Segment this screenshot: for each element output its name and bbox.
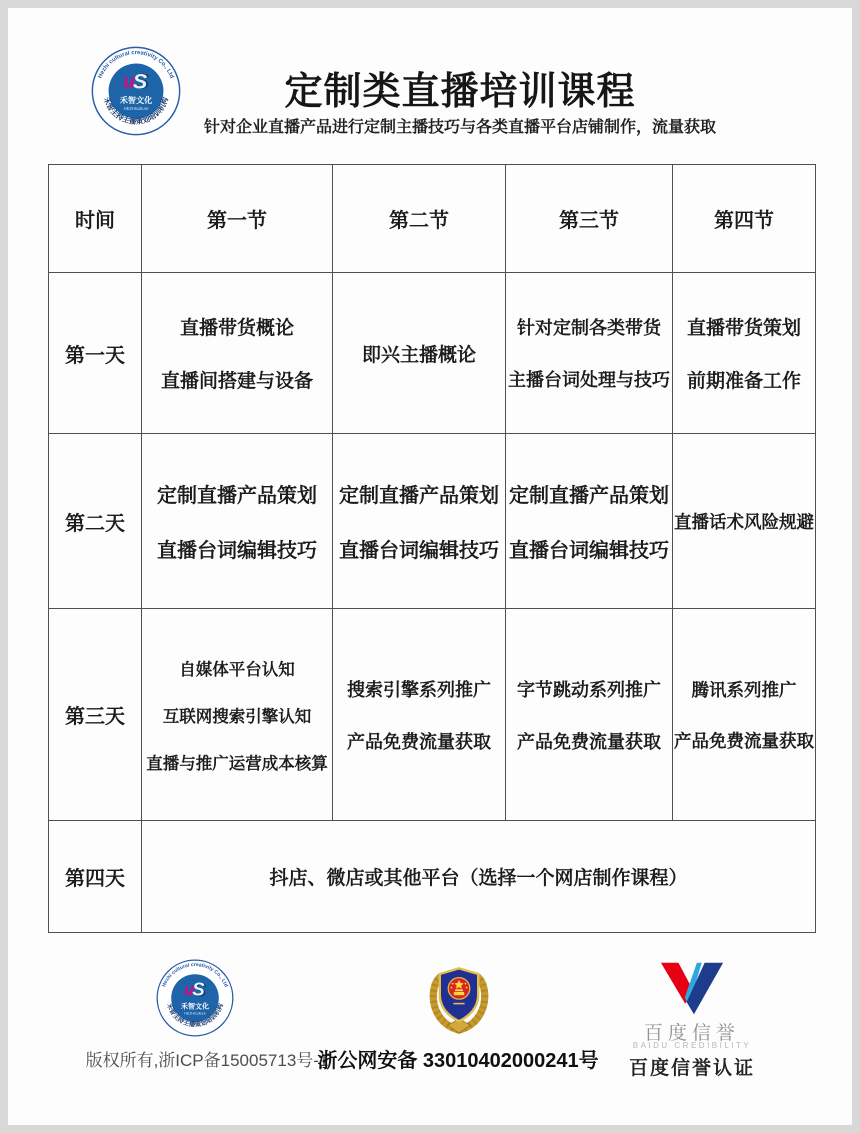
table-row-day3 — [49, 609, 816, 821]
cell-line: 搜索引擎系列推广 — [347, 679, 491, 700]
baidu-credibility-cn: 百度信誉 — [643, 1023, 740, 1044]
cell-line: 直播台词编辑技巧 — [509, 540, 669, 562]
day4-content-cell — [142, 821, 816, 933]
icp-copyright-text: 版权所有,浙ICP备15005713号-1 — [85, 1051, 329, 1070]
table-row-day2 — [49, 434, 816, 609]
day2-session4-cell — [673, 434, 816, 609]
cell-line: 定制直播产品策划 — [157, 485, 317, 507]
cell-line: 互联网搜索引擎认知 — [162, 707, 312, 726]
cell-line: 即兴主播概论 — [361, 344, 476, 366]
day3-session4-cell — [673, 609, 816, 821]
cell-line: 产品免费流量获取 — [517, 731, 661, 752]
day2-session2-cell — [333, 434, 506, 609]
page-subtitle: 针对企业直播产品进行定制主播技巧与各类直播平台店铺制作，流量获取 — [203, 119, 716, 136]
cell-line: 产品免费流量获取 — [674, 730, 814, 751]
day1-session4-cell — [673, 273, 816, 434]
cell-line: 产品免费流量获取 — [347, 731, 491, 752]
baidu-cert-text: 百度信誉认证 — [628, 1058, 755, 1079]
course-schedule-table — [48, 164, 816, 933]
cell-line: 腾讯系列推广 — [691, 679, 797, 700]
cell-line: 直播带货策划 — [686, 318, 801, 339]
cell-line: 直播台词编辑技巧 — [157, 540, 317, 562]
day1-session2-cell — [333, 273, 506, 434]
day3-label: 第三天 — [49, 609, 142, 821]
cell-line: 直播带货概论 — [179, 318, 294, 339]
day1-label: 第一天 — [49, 273, 142, 434]
col-header-session2: 第二节 — [333, 165, 506, 273]
cell-line: 定制直播产品策划 — [509, 485, 669, 507]
table-row-day1 — [49, 273, 816, 434]
col-header-time: 时间 — [49, 165, 142, 273]
cell-line: 自媒体平台认知 — [179, 660, 295, 679]
col-header-session4: 第四节 — [673, 165, 816, 273]
day2-session1-cell — [142, 434, 333, 609]
document-page — [8, 8, 852, 1125]
day2-session3-cell — [506, 434, 673, 609]
cell-line: 直播与推广运营成本核算 — [146, 754, 328, 773]
cell-line: 字节跳动系列推广 — [517, 679, 661, 700]
baidu-credibility-icon — [658, 961, 726, 1017]
day1-session3-cell — [506, 273, 673, 434]
baidu-credibility-en: BAIDU CREDIBILITY — [632, 1041, 752, 1050]
hezhi-logo-footer — [156, 959, 234, 1037]
cell-line: 针对定制各类带货 — [517, 318, 661, 338]
day2-label: 第二天 — [49, 434, 142, 609]
cell-line: 直播话术风险规避 — [674, 511, 814, 532]
day3-session1-cell — [142, 609, 333, 821]
cell-line: 直播台词编辑技巧 — [339, 540, 499, 562]
table-row-day4 — [49, 821, 816, 933]
day1-session1-cell — [142, 273, 333, 434]
police-badge-icon — [419, 957, 499, 1039]
day3-session2-cell — [333, 609, 506, 821]
col-header-session1: 第一节 — [142, 165, 333, 273]
cell-line: 抖店、微店或其他平台（选择一个网店制作课程） — [269, 868, 688, 889]
page-title: 定制类直播培训课程 — [284, 71, 636, 113]
day4-label: 第四天 — [49, 821, 142, 933]
police-record-text: 浙公网安备 33010402000241号 — [317, 1050, 599, 1072]
table-header-row — [49, 165, 816, 273]
col-header-session3: 第三节 — [506, 165, 673, 273]
cell-line: 主播台词处理与技巧 — [508, 370, 670, 390]
cell-line: 定制直播产品策划 — [339, 485, 499, 507]
day3-session3-cell — [506, 609, 673, 821]
cell-line: 直播间搭建与设备 — [160, 371, 313, 392]
cell-line: 前期准备工作 — [686, 371, 801, 392]
